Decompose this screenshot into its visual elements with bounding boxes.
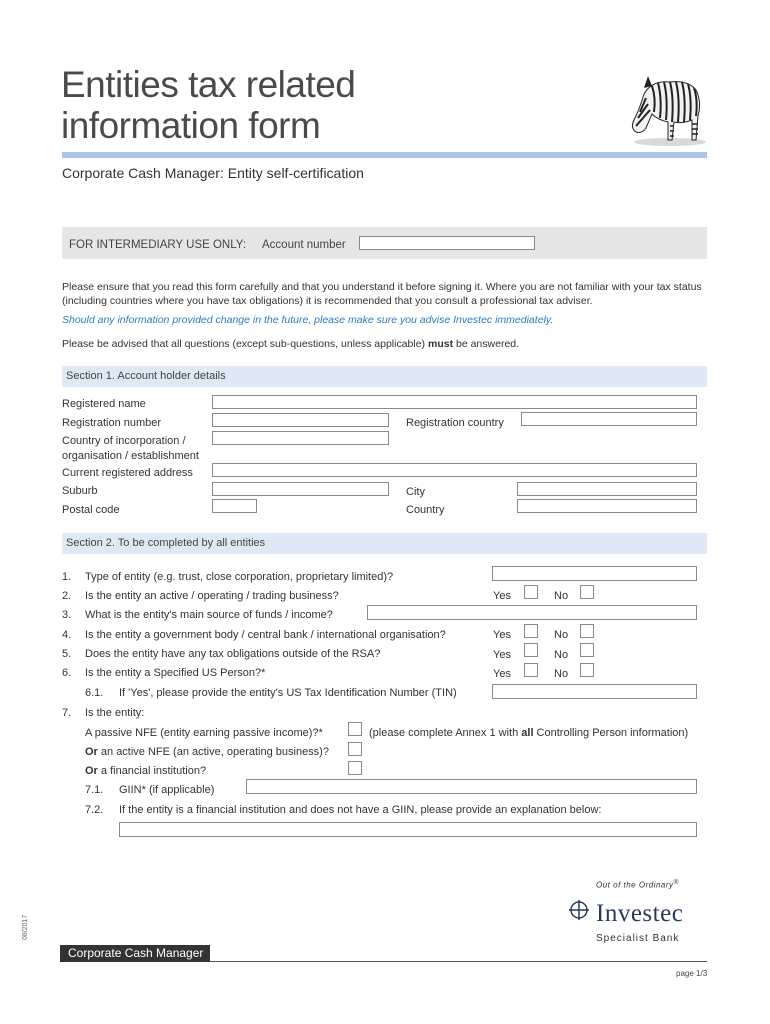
q6-yes-checkbox[interactable] <box>524 663 538 677</box>
q72-label: If the entity is a financial institution and does not have a GIIN, please provide an explanation below: <box>119 804 602 816</box>
q4-no-checkbox[interactable] <box>580 624 594 638</box>
intro-paragraph: Please ensure that you read this form carefully and that you understand it before signing it. Where you are not familiar with your tax status (including countries where you have tax obligations) it is recommended that you consult a professional tax adviser. <box>62 281 702 307</box>
q71-number: 7.1. <box>85 784 104 796</box>
q5-no-label: No <box>554 649 569 661</box>
q7-label: Is the entity: <box>85 707 145 719</box>
q5-no-checkbox[interactable] <box>580 643 594 657</box>
city-input[interactable] <box>517 482 697 496</box>
q7-passive-nfe-note <box>369 726 688 741</box>
registration-number-label: Registration number <box>62 417 162 429</box>
q61-label: If 'Yes', please provide the entity's US Tax Identification Number (TIN) <box>119 687 457 699</box>
brand-tagline <box>596 879 679 890</box>
source-of-funds-input[interactable] <box>367 605 697 620</box>
intro-notice: Should any information provided change in the future, please make sure you advise Investec immediately. <box>62 314 554 326</box>
q4-yes-label: Yes <box>493 629 511 641</box>
specialist-bank-label: Specialist Bank <box>596 933 680 944</box>
q7-financial-institution-label <box>85 764 206 779</box>
q6-number: 6. <box>62 667 72 679</box>
q5-label: Does the entity have any tax obligations outside of the RSA? <box>85 648 381 660</box>
form-version-code: 08/2017 <box>22 914 29 940</box>
q61-number: 6.1. <box>85 687 104 699</box>
country-incorporation-label-1: Country of incorporation / <box>62 435 186 447</box>
section-1-header <box>62 366 707 387</box>
tagline-text: Out of the Ordinary <box>596 880 674 890</box>
q3-label: What is the entity's main source of funds / income? <box>85 609 333 621</box>
q7-passive-nfe-label: A passive NFE (entity earning passive income)?* <box>85 727 323 739</box>
q1-number: 1. <box>62 571 72 583</box>
city-label: City <box>406 486 425 498</box>
q4-yes-checkbox[interactable] <box>524 624 538 638</box>
q72-number: 7.2. <box>85 804 104 816</box>
current-address-input[interactable] <box>212 463 697 477</box>
q7-financial-institution-checkbox[interactable] <box>348 761 362 775</box>
page-number: page 1/3 <box>676 969 708 978</box>
account-number-input[interactable] <box>359 236 535 250</box>
must-note-pre: Please be advised that all questions (except sub-questions, unless applicable) <box>62 338 428 350</box>
q4-no-label: No <box>554 629 569 641</box>
country-input[interactable] <box>517 499 697 513</box>
title-line-2: information form <box>61 105 321 146</box>
annex-note-post: Controlling Person information) <box>533 727 689 739</box>
country-label: Country <box>406 504 445 516</box>
registered-name-input[interactable] <box>212 395 697 409</box>
active-nfe-or: Or <box>85 746 98 758</box>
q5-yes-label: Yes <box>493 649 511 661</box>
q6-no-label: No <box>554 668 569 680</box>
must-note-post: be answered. <box>453 338 520 350</box>
registration-number-input[interactable] <box>212 413 389 427</box>
footer-product-tab: Corporate Cash Manager <box>60 945 210 962</box>
postal-code-label: Postal code <box>62 504 120 516</box>
q6-no-checkbox[interactable] <box>580 663 594 677</box>
q7-active-nfe-label <box>85 745 329 760</box>
footer-rule <box>210 961 707 962</box>
suburb-input[interactable] <box>212 482 389 496</box>
country-incorporation-input[interactable] <box>212 431 389 445</box>
q4-label: Is the entity a government body / central bank / international organisation? <box>85 629 446 641</box>
zebra-illustration <box>622 68 710 148</box>
fi-or: Or <box>85 765 98 777</box>
page-title <box>61 64 355 146</box>
section-2-title: Section 2. To be completed by all entities <box>66 537 266 549</box>
q71-label: GIIN* (if applicable) <box>119 784 215 796</box>
registration-country-input[interactable] <box>521 412 697 426</box>
q2-yes-label: Yes <box>493 590 511 602</box>
subtitle: Corporate Cash Manager: Entity self-certification <box>62 165 364 181</box>
q5-yes-checkbox[interactable] <box>524 643 538 657</box>
q3-number: 3. <box>62 609 72 621</box>
q6-label: Is the entity a Specified US Person?* <box>85 667 266 679</box>
registered-name-label: Registered name <box>62 398 146 410</box>
q5-number: 5. <box>62 648 72 660</box>
q1-label: Type of entity (e.g. trust, close corporation, proprietary limited)? <box>85 571 394 583</box>
current-address-label: Current registered address <box>62 467 193 479</box>
title-rule <box>62 152 707 158</box>
q2-no-label: No <box>554 590 569 602</box>
intro-must-note <box>62 337 712 351</box>
fi-text: a financial institution? <box>97 765 207 777</box>
annex-note-bold: all <box>521 727 534 739</box>
active-nfe-text: an active NFE (an active, operating business)? <box>97 746 329 758</box>
investec-zebra-icon <box>568 899 590 921</box>
tagline-mark: ® <box>673 879 679 886</box>
postal-code-input[interactable] <box>212 499 257 513</box>
q2-no-checkbox[interactable] <box>580 585 594 599</box>
section-1-title: Section 1. Account holder details <box>66 370 226 382</box>
q7-active-nfe-checkbox[interactable] <box>348 742 362 756</box>
entity-type-input[interactable] <box>492 566 697 581</box>
q2-number: 2. <box>62 590 72 602</box>
must-note-bold: must <box>427 338 454 350</box>
q7-passive-nfe-checkbox[interactable] <box>348 722 362 736</box>
account-number-label: Account number <box>262 239 346 251</box>
giin-explanation-input[interactable] <box>119 822 697 837</box>
investec-logo-text: Investec <box>596 900 684 927</box>
suburb-label: Suburb <box>62 485 98 497</box>
us-tin-input[interactable] <box>492 684 697 699</box>
annex-note-pre: (please complete Annex 1 with <box>369 727 522 739</box>
q2-yes-checkbox[interactable] <box>524 585 538 599</box>
q2-label: Is the entity an active / operating / trading business? <box>85 590 339 602</box>
q4-number: 4. <box>62 629 72 641</box>
section-2-header <box>62 533 707 554</box>
registration-country-label: Registration country <box>406 417 504 429</box>
giin-input[interactable] <box>246 779 697 794</box>
q6-yes-label: Yes <box>493 668 511 680</box>
intermediary-label: FOR INTERMEDIARY USE ONLY: <box>69 239 247 251</box>
title-line-1: Entities tax related <box>61 64 356 105</box>
country-incorporation-label-2: organisation / establishment <box>62 450 199 462</box>
q7-number: 7. <box>62 707 72 719</box>
